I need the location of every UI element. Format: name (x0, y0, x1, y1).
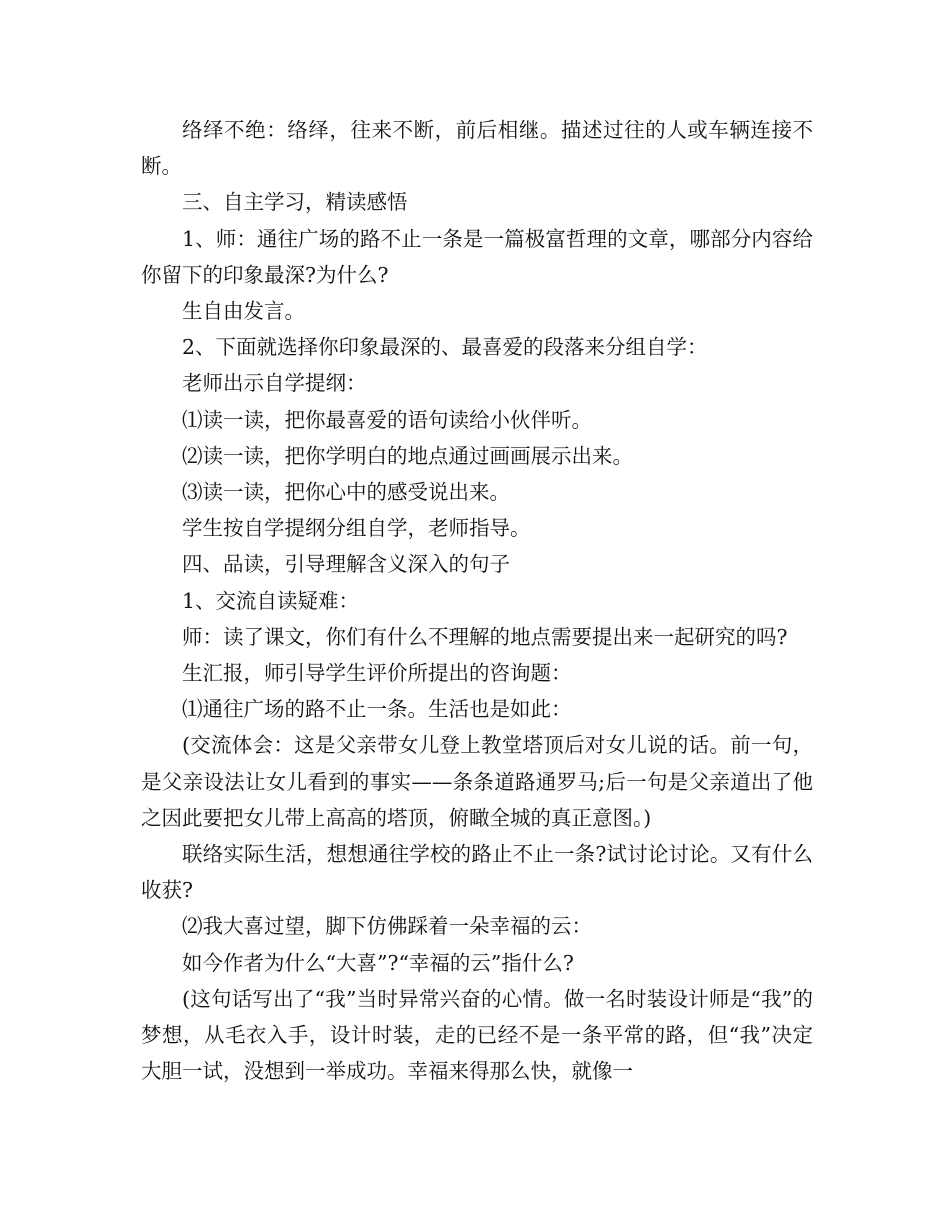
paragraph-1: 络绎不绝：络绎，往来不断，前后相继。描述过往的人或车辆连接不断。 (141, 118, 813, 179)
outline-item-3: ⑶读一读，把你心中的感受说出来。 (182, 480, 510, 505)
paragraph-explanation-1: (交流体会：这是父亲带女儿登上教堂塔顶后对女儿说的话。前一句，是父亲设法让女儿看到的事实——条条道路通罗马;后一句是父亲道出了他之因此要把女儿带上高高的塔顶，俯瞰全城的真正意图。) (141, 733, 813, 830)
outline-item-1: ⑴读一读，把你最喜爱的语句读给小伙伴听。 (182, 407, 592, 432)
paragraph-task-2: 2、下面就选择你印象最深的、最喜爱的段落来分组自学： (182, 335, 708, 360)
paragraph-explanation-2: (这句话写出了“我”当时异常兴奋的心情。做一名时装设计师是“我”的梦想，从毛衣入手，设计时装，走的已经不是一条平常的路，但“我”决定大胆一试，没想到一举成功。幸福来得那么快，就像一 (141, 986, 813, 1084)
outline-item-2: ⑵读一读，把你学明白的地点通过画画展示出来。 (182, 443, 633, 468)
paragraph-group-study: 学生按自学提纲分组自学，老师指导。 (182, 516, 531, 541)
paragraph-real-life: 联络实际生活，想想通往学校的路止不止一条?试讨论讨论。又有什么收获? (141, 842, 813, 903)
paragraph-outline-intro: 老师出示自学提纲： (182, 371, 367, 396)
sentence-item-1: ⑴通往广场的路不止一条。生活也是如此： (182, 697, 572, 722)
paragraph-exchange: 1、交流自读疑难： (182, 588, 360, 613)
sentence-item-2: ⑵我大喜过望，脚下仿佛踩着一朵幸福的云： (182, 914, 592, 939)
paragraph-student-report: 生汇报，师引导学生评价所提出的咨询题： (182, 661, 572, 686)
paragraph-question-1: 1、师：通往广场的路不止一条是一篇极富哲理的文章，哪部分内容给你留下的印象最深?为什么? (141, 226, 813, 287)
document-page (141, 112, 813, 1089)
paragraph-student-speech: 生自由发言。 (182, 299, 305, 324)
section-heading-4: 四、品读，引导理解含义深入的句子 (182, 552, 510, 577)
section-heading-3: 三、自主学习，精读感悟 (182, 190, 408, 215)
paragraph-question-2: 如今作者为什么“大喜”?“幸福的云”指什么? (182, 950, 574, 975)
paragraph-teacher-question: 师：读了课文，你们有什么不理解的地点需要提出来一起研究的吗? (182, 624, 788, 649)
